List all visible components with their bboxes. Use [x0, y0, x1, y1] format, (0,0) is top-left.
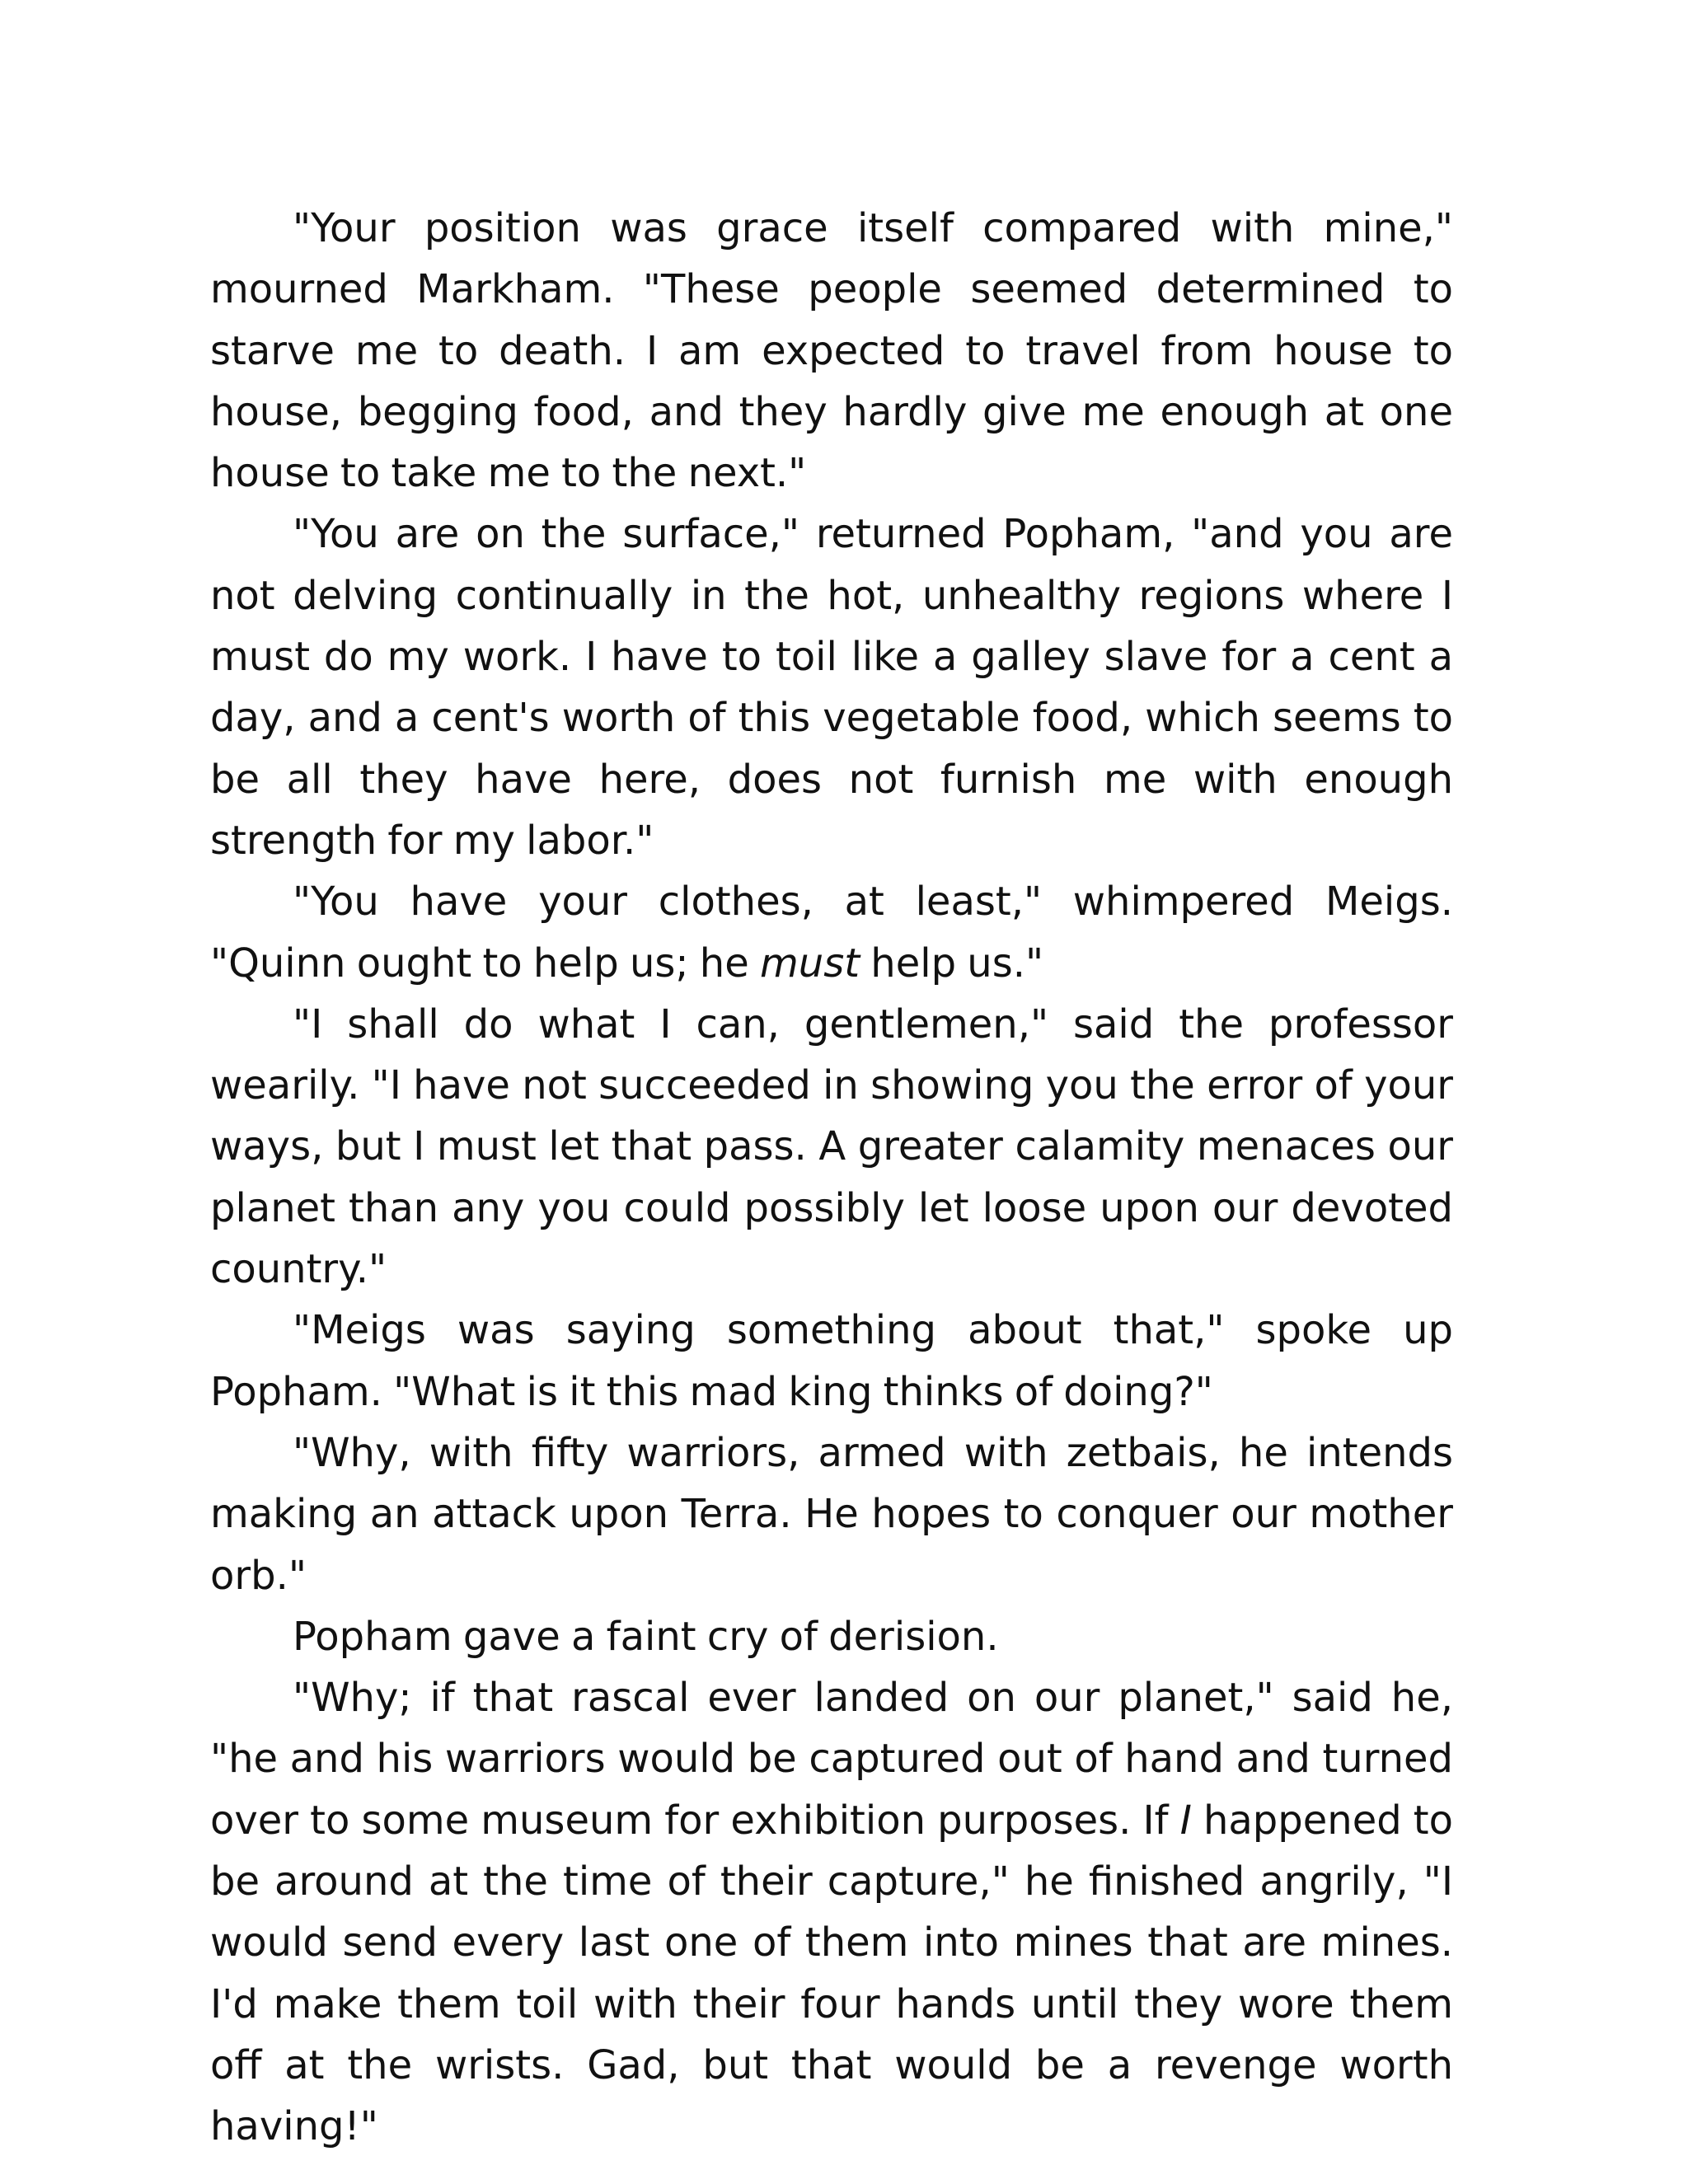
paragraph-text: "You have your clothes, at least," whimpered Meigs. "Quinn ought to help us; he	[210, 879, 1453, 987]
paragraph	[210, 871, 1453, 994]
paragraph	[210, 1422, 1453, 1606]
paragraph	[210, 994, 1453, 1300]
paragraph-text: Popham gave a faint cry of derision.	[293, 1613, 999, 1660]
paragraph	[210, 1606, 1453, 1667]
paragraph	[210, 1667, 1453, 2157]
page-body	[210, 198, 1453, 2158]
paragraph-text: "You are on the surface," returned Popham, "and you are not delving continually in the hot, unhealthy regions where I must do my work. I have to toil like a galley slave for a cent a day, and a cent's worth of this vegetable food, which seems to be all they have here, does not furnish me with enough strength for my labor."	[210, 511, 1453, 864]
paragraph	[210, 1300, 1453, 1422]
paragraph	[210, 198, 1453, 504]
paragraph-text: help us."	[860, 940, 1044, 987]
paragraph-text: "Meigs was saying something about that," spoke up Popham. "What is it this mad king thinks of doing?"	[210, 1307, 1453, 1415]
paragraph-text: happened to be around at the time of their capture," he finished angrily, "I would send every last one of them into mines that are mines. I'd make them toil with their four hands until they wore them off at the wrists. Gad, but that would be a revenge worth having!"	[210, 1797, 1453, 2150]
emphasis-text: must	[760, 940, 860, 987]
paragraph-text: "I shall do what I can, gentlemen," said the professor wearily. "I have not succeeded in showing you the error of your ways, but I must let that pass. A greater calamity menaces our planet than any you could possibly let loose upon our devoted country."	[210, 1001, 1453, 1293]
paragraph-text: "Your position was grace itself compared with mine," mourned Markham. "These people seemed determined to starve me to death. I am expected to travel from house to house, begging food, and they hardly give me enough at one house to take me to the next."	[210, 205, 1453, 497]
emphasis-text: I	[1179, 1797, 1192, 1844]
paragraph	[210, 504, 1453, 871]
paragraph-text: "Why, with fifty warriors, armed with zetbais, he intends making an attack upon Terra. He hopes to conquer our mother orb."	[210, 1429, 1453, 1599]
paragraph-text: "Why; if that rascal ever landed on our planet," said he, "he and his warriors would be captured out of hand and turned over to some museum for exhibition purposes. If	[210, 1675, 1453, 1844]
